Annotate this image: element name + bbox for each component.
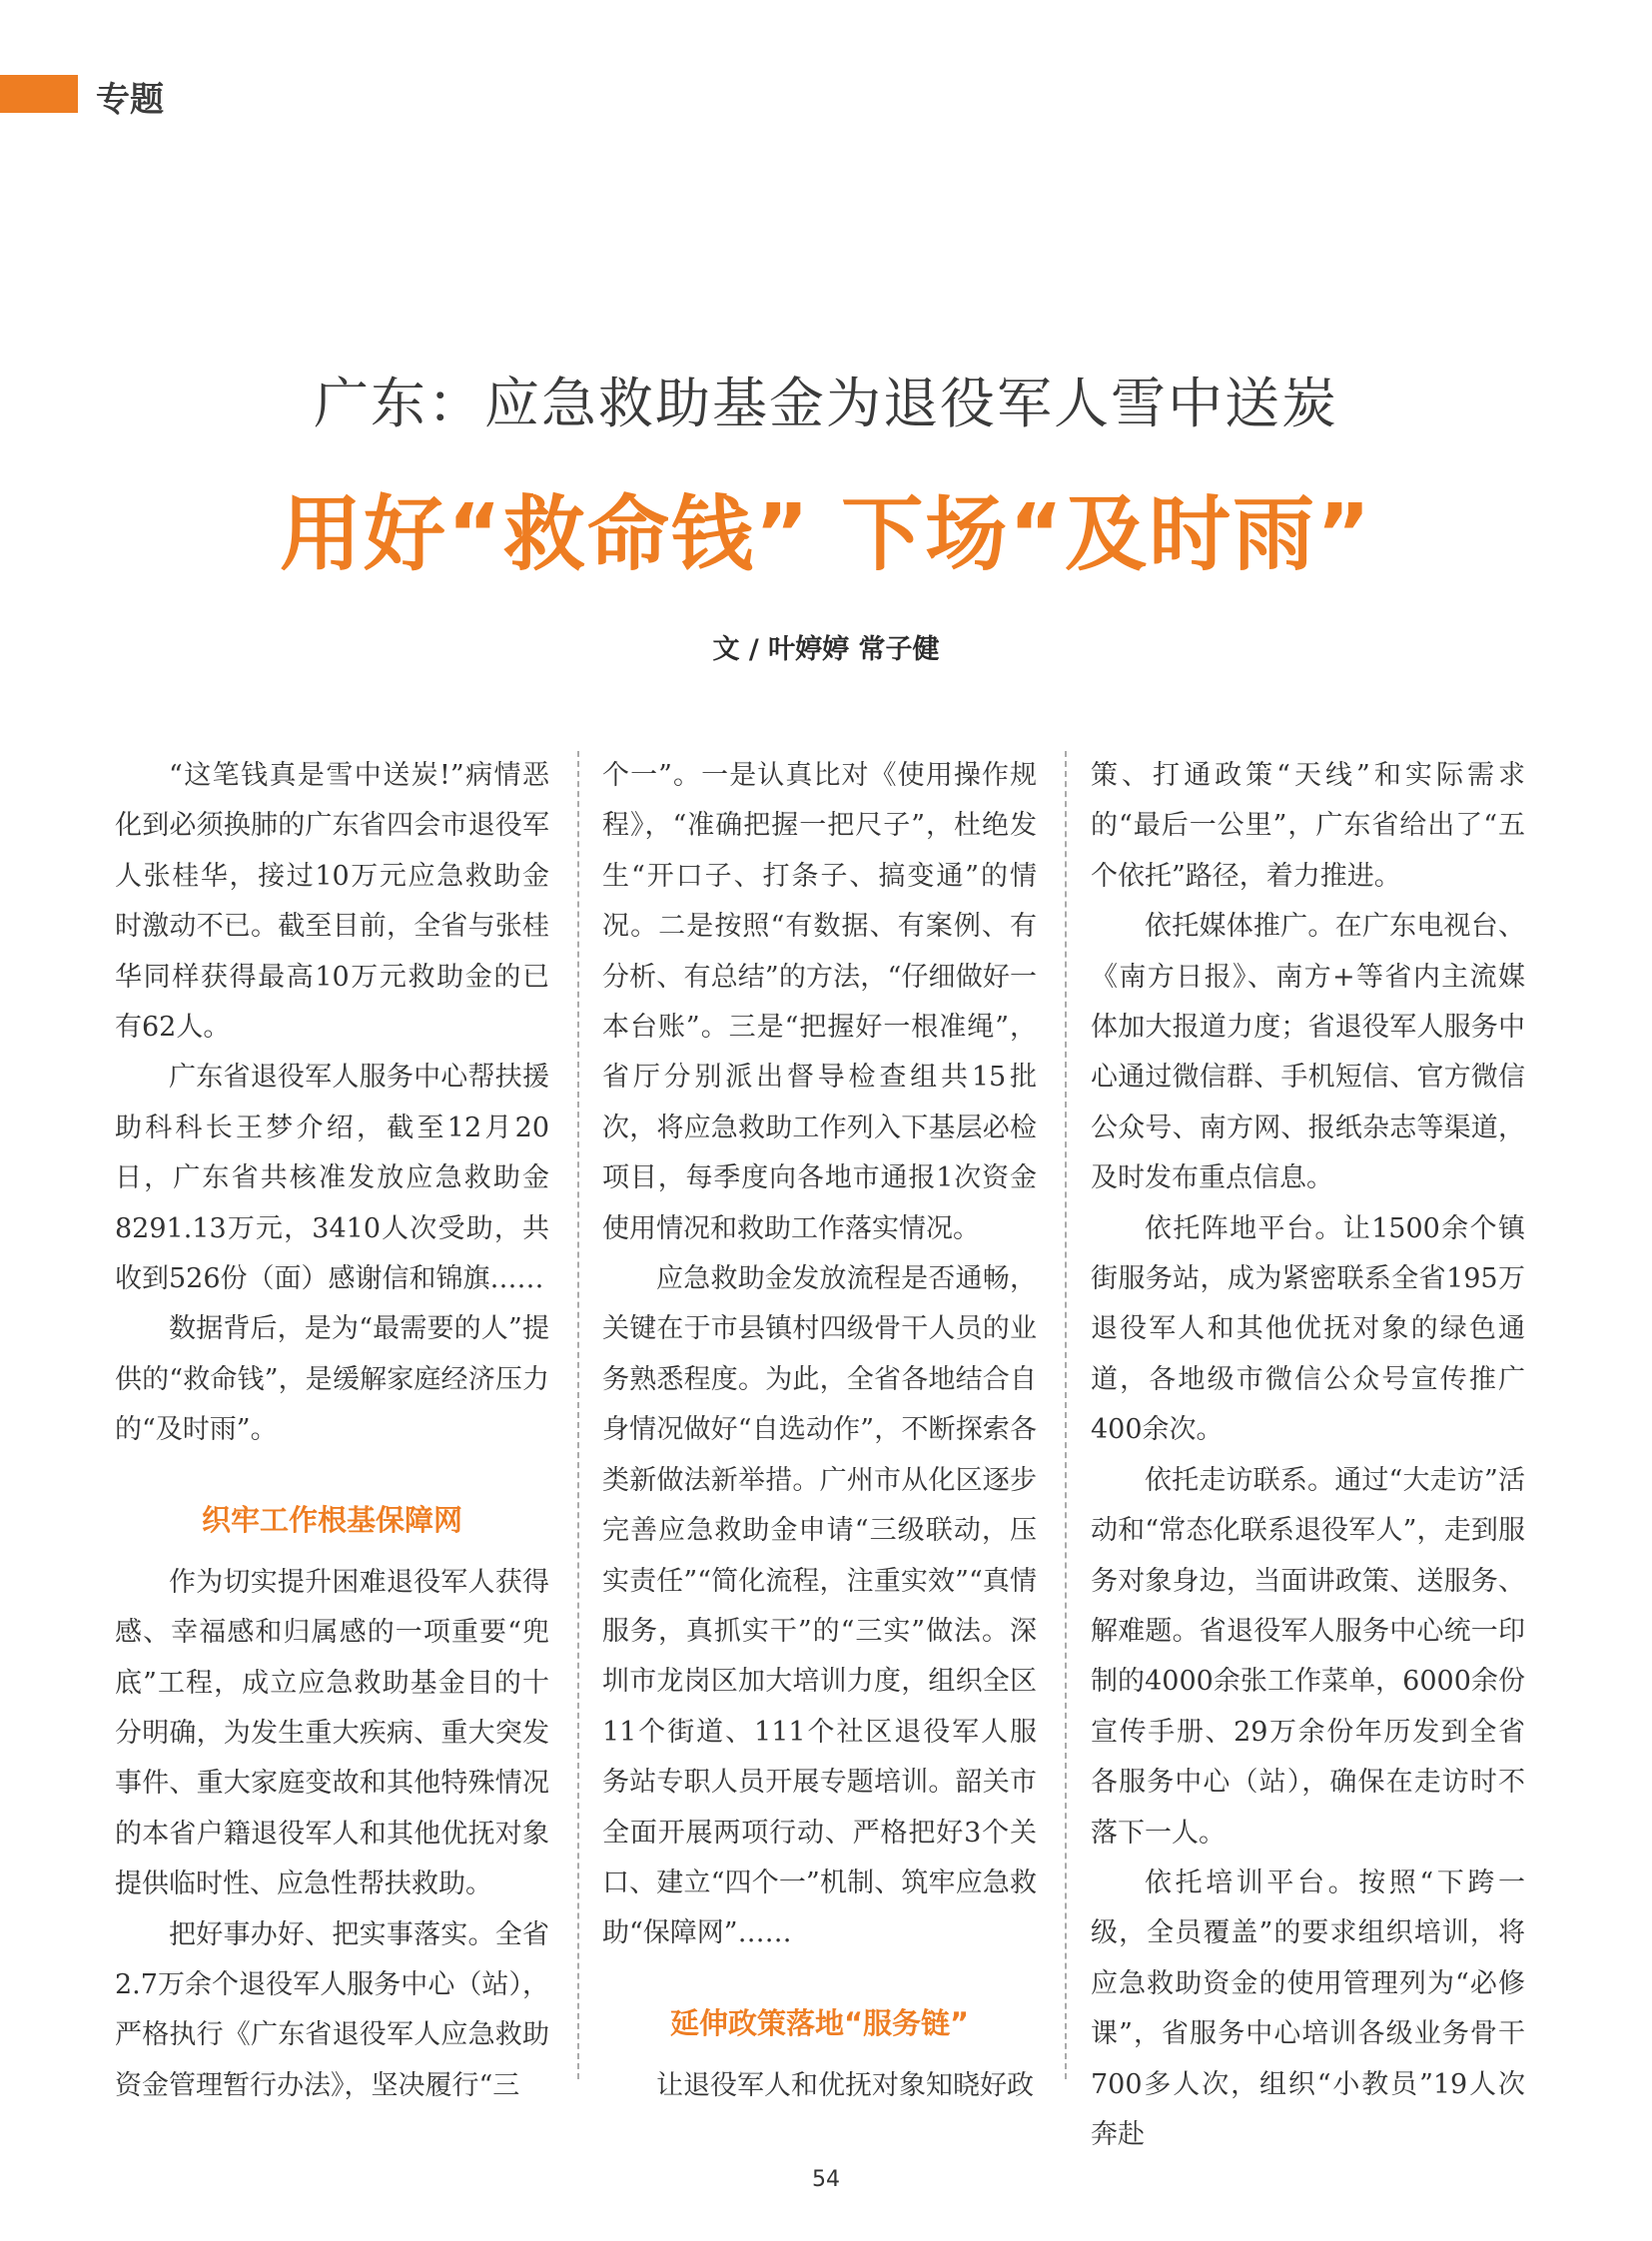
section-label: 专题 (96, 80, 164, 120)
paragraph: 依托培训平台。按照“下跨一级，全员覆盖”的要求组织培训，将应急救助资金的使用管理列为“必修课”，省服务中心培训各级业务骨干700多人次，组织“小教员”19人次奔赴 (1091, 1867, 1525, 2150)
paragraph: “这笔钱真是雪中送炭!”病情恶化到必须换肺的广东省四会市退役军人张桂华，接过10万元应急救助金时激动不已。截至目前，全省与张桂华同样获得最高10万元救助金的已有62人。 (115, 760, 549, 1044)
article-column-2 (602, 751, 1037, 2111)
article-headline: 用好“救命钱” 下场“及时雨” (279, 487, 1373, 582)
paragraph: 让退役军人和优抚对象知晓好政 (656, 2069, 1034, 2101)
section-subheading: 织牢工作根基保障网 (201, 1502, 462, 1537)
article-byline: 文 / 叶婷婷 常子健 (712, 634, 940, 665)
article-column-3 (1091, 751, 1525, 2160)
article-kicker: 广东：应急救助基金为退役军人雪中送炭 (313, 372, 1338, 435)
paragraph: 数据背后，是为“最需要的人”提供的“救命钱”，是缓解家庭经济压力的“及时雨”。 (115, 1313, 549, 1446)
paragraph: 个一”。一是认真比对《使用操作规程》，“准确把握一把尺子”，杜绝发生“开口子、打条子、搞变通”的情况。二是按照“有数据、有案例、有分析、有总结”的方法，“仔细做好一本台账”。三是“把握好一根准绳”，省厅分别派出督导检查组共15批次，将应急救助工作列入下基层必检项目，每季度向各地市通报1次资金使用情况和救助工作落实情况。 (602, 760, 1037, 1244)
article-column-1 (115, 751, 549, 2111)
paragraph: 策、打通政策“天线”和实际需求的“最后一公里”，广东省给出了“五个依托”路径，着力推进。 (1091, 760, 1525, 892)
paragraph: 应急救助金发放流程是否通畅，关键在于市县镇村四级骨干人员的业务熟悉程度。为此，全省各地结合自身情况做好“自选动作”，不断探索各类新做法新举措。广州市从化区逐步完善应急救助金申请“三级联动，压实责任”“简化流程，注重实效”“真情服务，真抓实干”的“三实”做法。深圳市龙岗区加大培训力度，组织全区11个街道、111个社区退役军人服务站专职人员开展专题培训。韶关市全面开展两项行动、严格把好3个关口、建立“四个一”机制、筑牢应急救助“保障网”…… (602, 1263, 1037, 1949)
paragraph: 依托媒体推广。在广东电视台、《南方日报》、南方+等省内主流媒体加大报道力度；省退役军人服务中心通过微信群、手机短信、官方微信公众号、南方网、报纸杂志等渠道，及时发布重点信息。 (1091, 911, 1525, 1194)
column-divider (577, 751, 579, 2079)
section-color-bar (0, 75, 78, 113)
paragraph: 把好事办好、把实事落实。全省2.7万余个退役军人服务中心（站），严格执行《广东省退役军人应急救助资金管理暂行办法》，坚决履行“三 (115, 1918, 549, 2101)
column-divider (1065, 751, 1067, 2079)
paragraph: 作为切实提升困难退役军人获得感、幸福感和归属感的一项重要“兜底”工程，成立应急救助基金目的十分明确，为发生重大疾病、重大突发事件、重大家庭变故和其他特殊情况的本省户籍退役军人和其他优抚对象提供临时性、应急性帮扶救助。 (115, 1566, 549, 1900)
paragraph: 依托走访联系。通过“大走访”活动和“常态化联系退役军人”，走到服务对象身边，当面讲政策、送服务、解难题。省退役军人服务中心统一印制的4000余张工作菜单，6000余份宣传手册、29万余份年历发到全省各服务中心（站），确保在走访时不落下一人。 (1091, 1464, 1525, 1849)
paragraph: 广东省退役军人服务中心帮扶援助科科长王梦介绍，截至12月20日，广东省共核准发放应急救助金8291.13万元，3410人次受助，共收到526份（面）感谢信和锦旗…… (115, 1062, 549, 1295)
section-subheading: 延伸政策落地“服务链” (669, 2005, 970, 2040)
page-number: 54 (812, 2167, 840, 2192)
paragraph: 依托阵地平台。让1500余个镇街服务站，成为紧密联系全省195万退役军人和其他优抚对象的绿色通道，各地级市微信公众号宣传推广400余次。 (1091, 1212, 1525, 1446)
